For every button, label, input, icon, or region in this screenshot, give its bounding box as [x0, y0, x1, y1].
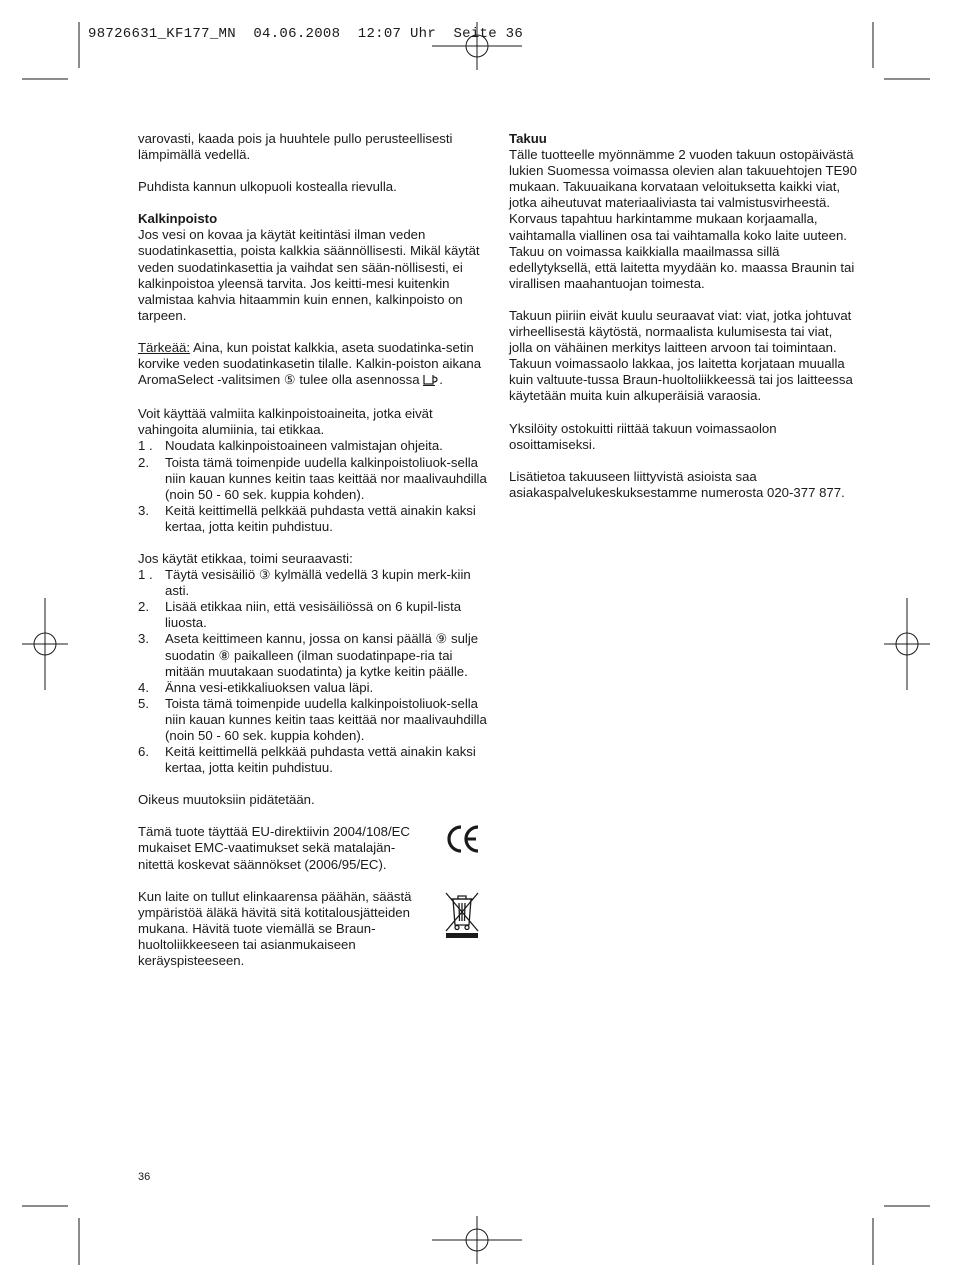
list-item — [138, 680, 488, 696]
step-text: Toista tämä toimenpide uudella kalkinpoistoliuok-sella niin kauan kunnes keitin taas keittää nor maalivauhdilla (noin 50 - 60 sek. kuppia kohden). — [165, 454, 487, 502]
vinegar-intro: Jos käytät etikkaa, toimi seuraavasti: — [138, 550, 353, 566]
step-number: 4. — [138, 679, 149, 695]
more-info-paragraph: Lisätietoa takuuseen liittyvistä asioista saa asiakaspalvelukeskuksestamme numerosta 020-377 877. — [509, 468, 845, 500]
cup-icon — [423, 373, 439, 390]
step-number: 5. — [138, 695, 149, 711]
agents-intro: Voit käyttää valmiita kalkinpoistoaineita, jotka eivät vahingoita alumiinia, tai etikkaa. — [138, 406, 433, 438]
step-text: Lisää etikkaa niin, että vesisäiliössä on 6 kupil-lista liuosta. — [165, 599, 462, 631]
print-header: 98726631_KF177_MN 04.06.2008 12:07 Uhr Seite 36 — [88, 26, 524, 42]
step-number: 3. — [138, 502, 149, 518]
important-text: Aina, kun poistat kalkkia, aseta suodatinka-setin korvike veden suodatinkasetin tilalle. Kalkin-poiston aikana AromaSelect -valitsimen ⑤ tulee olla asennossa — [138, 339, 482, 388]
warranty-paragraph: Tälle tuotteelle myönnämme 2 vuoden takuun ostopäivästä lukien Suomessa voimassa olevien alan takuuehtojen TE90 mukaan. Takuuaikana korvataan veloituksetta kaikki viat, jotka aiheutuvat materiaaliviasta tai valmistusvirheestä. Korvaus tapahtuu harkintamme mukaan korjaamalla, vaihtamalla viallinen osa tai vaihtamalla koko laite uuteen. Takuu on voimassa kaikkialla maailmassa sillä edellytyksellä, että laitetta myydään ko. maassa Braunin tai virallisen maahantuojan toimesta. — [509, 147, 857, 291]
step-text: Keitä keittimellä pelkkää puhdasta vettä ainakin kaksi kertaa, jotta keitin puhdistuu. — [165, 744, 476, 776]
vinegar-steps — [138, 567, 488, 776]
crossed-bin-icon — [444, 889, 480, 943]
step-text: Aseta keittimeen kannu, jossa on kansi päällä ⑨ sulje suodatin ⑧ paikalleen (ilman suodatinpape-ria tai mitään muutakaan suodatinta) ja kytke keitin päälle. — [165, 631, 479, 679]
step-number: 2. — [138, 599, 149, 615]
list-item — [138, 631, 488, 679]
step-text: Toista tämä toimenpide uudella kalkinpoistoliuok-sella niin kauan kunnes keitin taas keittää nor maalivauhdilla (noin 50 - 60 sek. kuppia kohden). — [165, 695, 487, 743]
descaling-heading: Kalkinpoisto — [138, 211, 218, 227]
step-number: 1 . — [138, 567, 153, 583]
right-column — [509, 131, 859, 517]
step-text: Noudata kalkinpoistoaineen valmistajan ohjeita. — [165, 438, 443, 454]
list-item — [138, 696, 488, 744]
step-number: 1 . — [138, 438, 153, 454]
rinse-paragraph: varovasti, kaada pois ja huuhtele pullo perusteellisesti lämpimällä vedellä. — [138, 131, 453, 163]
disposal-block — [138, 889, 488, 969]
ce-mark-icon — [446, 824, 480, 858]
receipt-paragraph: Yksilöity ostokuitti riittää takuun voimassaolon osoittamiseksi. — [509, 420, 777, 452]
important-end: . — [439, 372, 443, 388]
eu-compliance-block — [138, 824, 488, 872]
eu-compliance-text: Tämä tuote täyttää EU-direktiivin 2004/108/EC mukaiset EMC-vaatimukset sekä matalajän-nitettä koskevat säännökset (2006/95/EC). — [138, 824, 410, 872]
list-item — [138, 744, 488, 776]
list-item — [138, 438, 488, 454]
step-number: 3. — [138, 631, 149, 647]
rights-paragraph: Oikeus muutoksiin pidätetään. — [138, 792, 315, 808]
page-number: 36 — [138, 1171, 151, 1183]
list-item — [138, 455, 488, 503]
step-text: Täytä vesisäiliö ③ kylmällä vedellä 3 kupin merk-kiin asti. — [165, 567, 471, 599]
step-text: Keitä keittimellä pelkkää puhdasta vettä ainakin kaksi kertaa, jotta keitin puhdistuu. — [165, 502, 476, 534]
list-item — [138, 567, 488, 599]
disposal-text: Kun laite on tullut elinkaarensa päähän, säästä ympäristöä äläkä hävitä sitä kotitalousjätteiden mukana. Hävitä tuote viemällä se Braun-huoltoliikkeeseen tai asianmukaiseen keräyspisteeseen. — [138, 888, 412, 969]
list-item — [138, 503, 488, 535]
important-label: Tärkeää: — [138, 339, 191, 355]
important-paragraph — [138, 340, 488, 390]
list-item — [138, 599, 488, 631]
clean-paragraph: Puhdista kannun ulkopuoli kostealla rievulla. — [138, 179, 397, 195]
step-number: 2. — [138, 454, 149, 470]
agents-steps — [138, 438, 488, 535]
left-column — [138, 131, 488, 969]
warranty-heading: Takuu — [509, 131, 547, 146]
descaling-paragraph: Jos vesi on kovaa ja käytät keitintäsi ilman veden suodatinkasettia, poista kalkkia säännöllisesti. Mikäl käytät veden suodatinkasettia ja vaihdat sen sään-nöllisesti, ei kalkinpoistoa yleensä tarvita. Jos keitti-mesi kuitenkin valmistaa kahvia hitaammin kuin ennen, kalkinpoisto on tarpeen. — [138, 227, 480, 323]
step-number: 6. — [138, 744, 149, 760]
exclusions-paragraph: Takuun piiriin eivät kuulu seuraavat viat: viat, jotka johtuvat virheellisestä käytöstä, normaalista kulumisesta tai viat, jolla on vähäinen merkitys laitteen arvoon tai toimintaan. Takuun voimassaolo lakkaa, jos laitetta korjataan muualla kuin valtuute-tussa Braun-huoltoliikkeessä tai jos laitteessa käytetään muita kuin alkuperäisiä varaosia. — [509, 307, 853, 404]
step-text: Änna vesi-etikkaliuoksen valua läpi. — [165, 679, 374, 695]
